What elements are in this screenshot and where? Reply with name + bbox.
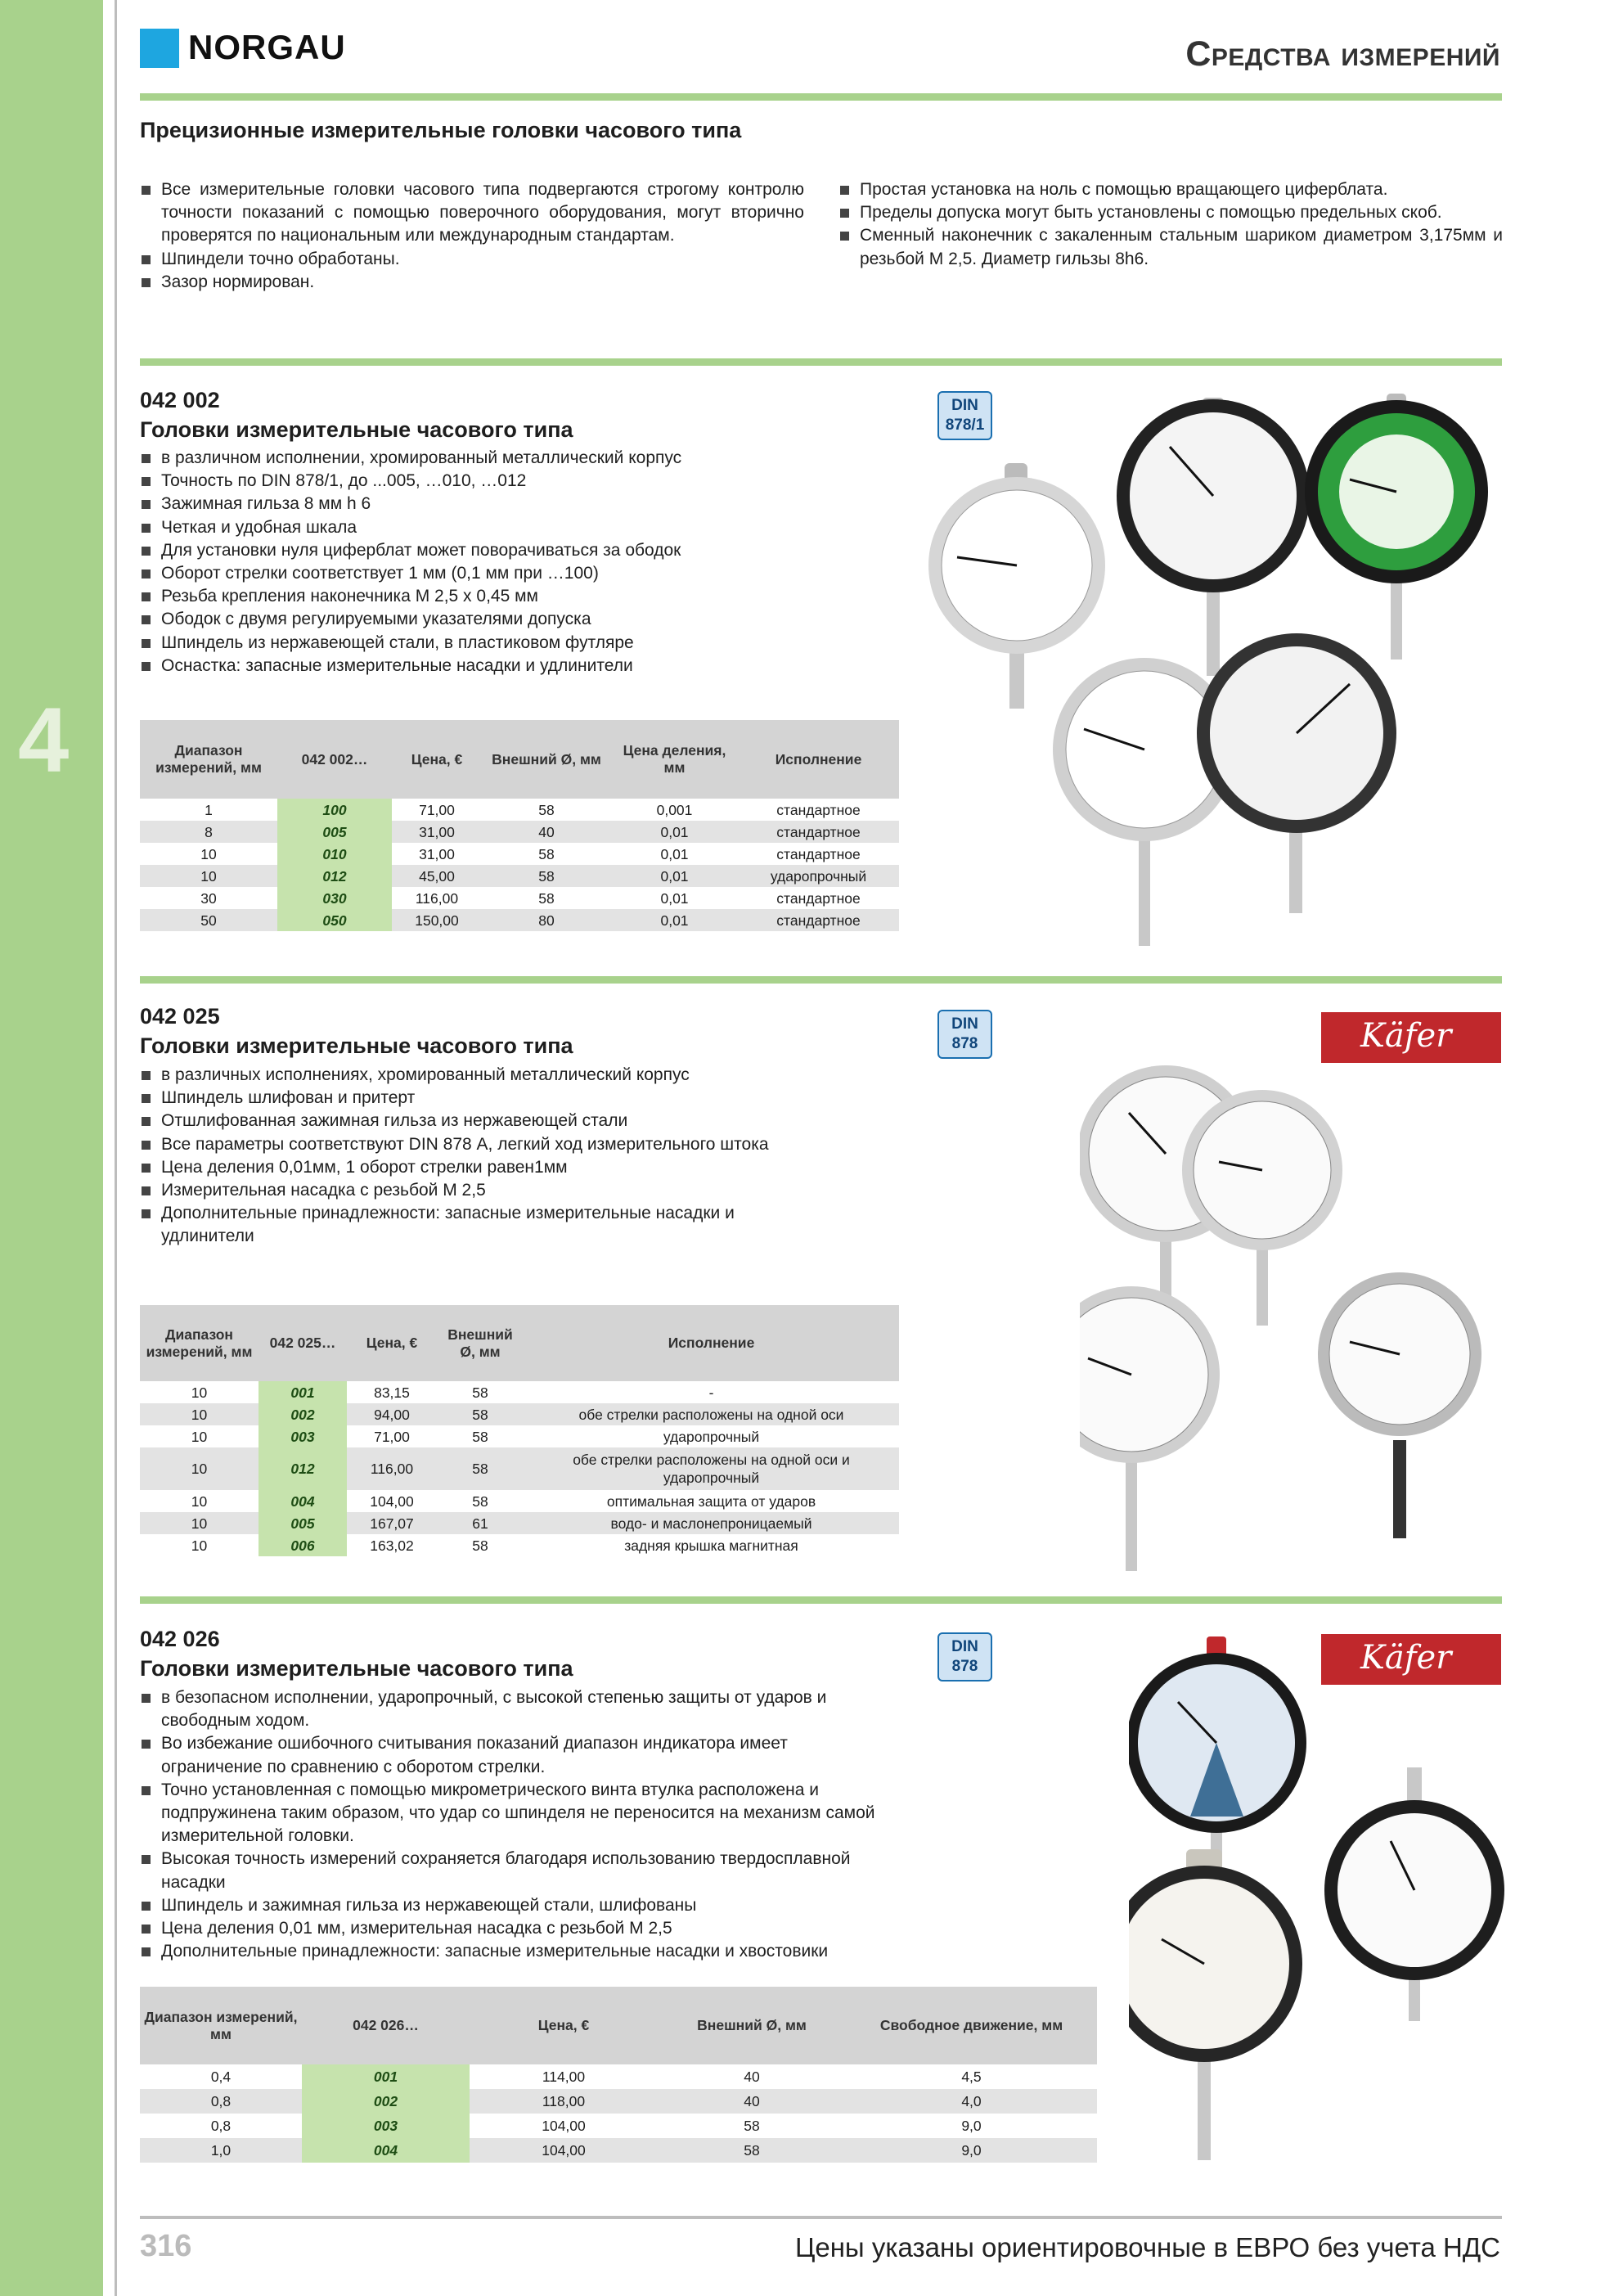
cell: 58	[437, 1447, 524, 1490]
din-number: 878/1	[945, 416, 985, 434]
brand-logo-icon	[140, 29, 179, 68]
din-number: 878	[951, 1658, 978, 1675]
list-item: Отшлифованная зажимная гильза из нержавеющей стали	[140, 1110, 819, 1132]
cell: 58	[744, 2118, 760, 2134]
sidebar-divider	[115, 0, 117, 2296]
table-row	[140, 887, 899, 909]
table-row	[140, 909, 899, 931]
table-row	[140, 821, 899, 843]
cell: 50	[140, 909, 277, 931]
list-item: Цена деления 0,01мм, 1 оборот стрелки равен1мм	[140, 1156, 819, 1179]
product-features	[140, 1686, 884, 1963]
table-row	[140, 2064, 1097, 2089]
section-title: Средства измерений	[1185, 34, 1500, 74]
din-label: DIN	[951, 1015, 978, 1033]
cell: стандартное	[738, 821, 899, 843]
cell: стандартное	[776, 889, 861, 907]
list-item: Простая установка на ноль с помощью вращающего циферблата.	[838, 178, 1503, 201]
column-header: 042 026…	[302, 1987, 470, 2064]
product-code: 042 025	[140, 1004, 220, 1029]
article-cell: 001	[259, 1381, 347, 1403]
cell: стандартное	[776, 845, 861, 862]
table-row	[140, 2114, 1097, 2138]
dial-gauges-image	[924, 389, 1505, 970]
article-cell: 004	[259, 1490, 347, 1512]
cell: 58	[437, 1403, 524, 1425]
cell: 71,00	[419, 801, 455, 818]
cell: 83,15	[374, 1384, 410, 1401]
article-cell: 002	[302, 2089, 470, 2114]
product-title: Головки измерительные часового типа	[140, 417, 573, 442]
column-header: Исполнение	[738, 720, 899, 799]
cell: 45,00	[392, 865, 482, 887]
column-header: Внешний Ø, мм	[482, 720, 611, 799]
cell: 31,00	[419, 845, 455, 862]
cell: обе стрелки расположены на одной оси	[524, 1403, 899, 1425]
din-label: DIN	[951, 1638, 978, 1655]
product-features	[140, 447, 876, 678]
cell: 0,01	[611, 909, 738, 931]
cell: 0,8	[140, 2089, 302, 2114]
product-table	[140, 720, 899, 931]
cell: 118,00	[470, 2089, 658, 2114]
table-row	[140, 1447, 899, 1490]
list-item: в безопасном исполнении, ударопрочный, с высокой степенью защиты от ударов и свободным ходом.	[140, 1686, 884, 1732]
article-cell: 003	[302, 2114, 470, 2138]
column-header: Свободное движение, мм	[846, 1987, 1097, 2064]
list-item: в различном исполнении, хромированный металлический корпус	[140, 447, 876, 470]
list-item: Сменный наконечник с закаленным стальным шариком диаметром 3,175мм и резьбой М 2,5. Диаметр гильзы 8h6.	[838, 224, 1503, 270]
cell: 1	[205, 801, 213, 818]
list-item: Шпиндели точно обработаны.	[140, 248, 804, 271]
table-row	[140, 2138, 1097, 2163]
cell: 10	[200, 845, 217, 862]
cell: обе стрелки расположены на одной оси и ударопрочный	[524, 1447, 899, 1490]
article-cell: 001	[302, 2064, 470, 2089]
cell: 114,00	[542, 2069, 586, 2085]
cell: 0,01	[660, 889, 689, 907]
intro-left-list	[140, 178, 804, 294]
column-header: Диапазон измерений, мм	[140, 1987, 302, 2064]
article-cell: 005	[259, 1512, 347, 1534]
footer-rule	[140, 2216, 1502, 2219]
cell: -	[708, 1384, 714, 1401]
cell: 31,00	[392, 821, 482, 843]
list-item: Ободок с двумя регулируемыми указателями допуска	[140, 608, 876, 631]
list-item: Во избежание ошибочного считывания показаний диапазон индикатора имеет ограничение по сравнению с оборотом стрелки.	[140, 1732, 884, 1778]
cell: 150,00	[392, 909, 482, 931]
table-row	[140, 1534, 899, 1556]
din-badge	[937, 1632, 992, 1681]
article-cell: 030	[277, 887, 392, 909]
kafer-gauges-image	[1080, 1064, 1505, 1587]
kafer-logo	[1321, 1012, 1501, 1063]
cell: 0,001	[656, 801, 693, 818]
column-header: Внешний Ø, мм	[437, 1305, 524, 1381]
list-item: Дополнительные принадлежности: запасные измерительные насадки и удлинители	[140, 1202, 819, 1248]
sidebar	[0, 0, 103, 2296]
cell: 58	[472, 1537, 488, 1554]
din-label: DIN	[951, 397, 978, 414]
list-item: Высокая точность измерений сохраняется благодаря использованию твердосплавной насадки	[140, 1848, 884, 1893]
cell: 8	[140, 821, 277, 843]
cell: 40	[482, 821, 611, 843]
list-item: в различных исполнениях, хромированный металлический корпус	[140, 1064, 819, 1087]
cell: 10	[140, 1447, 259, 1490]
list-item: Шпиндель шлифован и притерт	[140, 1087, 819, 1110]
cell: 10	[140, 865, 277, 887]
cell: 0,8	[210, 2118, 232, 2134]
cell: 58	[472, 1428, 488, 1445]
cell: 58	[538, 845, 555, 862]
cell: 30	[200, 889, 217, 907]
product-table	[140, 1305, 899, 1556]
footer-note: Цены указаны ориентировочные в ЕВРО без учета НДС	[794, 2232, 1500, 2262]
header-rule	[140, 93, 1502, 101]
intro-right-list	[838, 178, 1503, 271]
cell: водо- и маслонепроницаемый	[524, 1512, 899, 1534]
cell: 0,01	[611, 821, 738, 843]
article-cell: 050	[277, 909, 392, 931]
cell: 163,02	[370, 1537, 414, 1554]
list-item: Оснастка: запасные измерительные насадки и удлинители	[140, 655, 876, 678]
article-cell: 012	[259, 1447, 347, 1490]
chapter-number: 4	[18, 689, 70, 791]
list-item: Шпиндель из нержавеющей стали, в пластиковом футляре	[140, 632, 876, 655]
table-row	[140, 843, 899, 865]
table-row	[140, 799, 899, 821]
list-item: Шпиндель и зажимная гильза из нержавеющей стали, шлифованы	[140, 1894, 884, 1917]
cell: 167,07	[347, 1512, 437, 1534]
cell: 10	[140, 1512, 259, 1534]
brand-name: NORGAU	[188, 28, 346, 66]
list-item: Резьба крепления наконечника М 2,5 x 0,45 мм	[140, 585, 876, 608]
column-header: 042 025…	[259, 1305, 347, 1381]
table-row	[140, 1490, 899, 1512]
list-item: Все параметры соответствуют DIN 878 А, легкий ход измерительного штока	[140, 1133, 819, 1156]
cell: 10	[191, 1384, 208, 1401]
cell: 1,0	[140, 2138, 302, 2163]
cell: 10	[191, 1428, 208, 1445]
din-number: 878	[951, 1035, 978, 1052]
cell: 9,0	[961, 2118, 982, 2134]
cell: 0,01	[611, 865, 738, 887]
table-row	[140, 1425, 899, 1447]
dial-gauge-icon	[1318, 1272, 1481, 1538]
section-rule	[140, 976, 1502, 984]
column-header: Диапазон измерений, мм	[140, 1305, 259, 1381]
column-header: Цена, €	[347, 1305, 437, 1381]
cell: 116,00	[347, 1447, 437, 1490]
list-item: Дополнительные принадлежности: запасные измерительные насадки и хвостовики	[140, 1940, 884, 1963]
cell: 4,0	[846, 2089, 1097, 2114]
article-cell: 002	[259, 1403, 347, 1425]
list-item: Измерительная насадка с резьбой М 2,5	[140, 1179, 819, 1202]
cell: 10	[191, 1492, 208, 1510]
column-header: Цена, €	[470, 1987, 658, 2064]
article-cell: 004	[302, 2138, 470, 2163]
cell: 0,4	[210, 2069, 232, 2085]
cell: 104,00	[542, 2118, 586, 2134]
cell: 58	[482, 865, 611, 887]
cell: 0,01	[660, 845, 689, 862]
column-header: Цена, €	[392, 720, 482, 799]
cell: 58	[472, 1384, 488, 1401]
list-item: Точность по DIN 878/1, до ...005, …010, …012	[140, 470, 876, 493]
cell: ударопрочный	[663, 1428, 760, 1445]
column-header: 042 002…	[277, 720, 392, 799]
dial-gauge-icon	[1324, 1767, 1504, 2021]
table-row	[140, 1381, 899, 1403]
article-cell: 010	[277, 843, 392, 865]
cell: 58	[472, 1492, 488, 1510]
table-row	[140, 2089, 1097, 2114]
cell: 104,00	[470, 2138, 658, 2163]
cell: 40	[658, 2089, 846, 2114]
product-features	[140, 1064, 819, 1249]
column-header: Диапазон измерений, мм	[140, 720, 277, 799]
cell: 10	[140, 1403, 259, 1425]
list-item: Все измерительные головки часового типа подвергаются строгому контролю точности показаний с помощью поверочного оборудования, могут вторично проверятся по национальным или международным стандартам.	[140, 178, 804, 248]
dial-gauge-icon	[1117, 398, 1310, 676]
list-item: Цена деления 0,01 мм, измерительная насадка с резьбой М 2,5	[140, 1917, 884, 1940]
table-row	[140, 865, 899, 887]
product-title: Головки измерительные часового типа	[140, 1033, 573, 1058]
column-header: Исполнение	[524, 1305, 899, 1381]
article-cell: 100	[277, 799, 392, 821]
cell: 58	[658, 2138, 846, 2163]
cell: 40	[744, 2069, 760, 2085]
article-cell: 012	[277, 865, 392, 887]
cell: 9,0	[846, 2138, 1097, 2163]
cell: 80	[482, 909, 611, 931]
cell: 4,5	[961, 2069, 982, 2085]
dial-gauge-icon	[1182, 1090, 1342, 1326]
list-item: Четкая и удобная шкала	[140, 516, 876, 539]
cell: 94,00	[347, 1403, 437, 1425]
table-row	[140, 1512, 899, 1534]
product-code: 042 026	[140, 1627, 220, 1651]
safety-gauges-image	[1129, 1636, 1505, 2193]
list-item: Точно установленная с помощью микрометрического винта втулка расположена и подпружинена таким образом, что удар со шпинделя не переносится на механизм самой измерительной головки.	[140, 1779, 884, 1848]
dial-gauge-icon	[1197, 633, 1396, 913]
cell: стандартное	[776, 801, 861, 818]
page-number: 316	[140, 2229, 192, 2263]
dial-gauge-icon	[1305, 394, 1488, 660]
dial-gauge-icon	[928, 463, 1105, 709]
dial-gauge-icon	[1080, 1286, 1220, 1571]
section-rule	[140, 1596, 1502, 1604]
cell: 71,00	[374, 1428, 410, 1445]
cell: оптимальная защита от ударов	[606, 1492, 816, 1510]
product-table	[140, 1987, 1097, 2163]
dial-gauge-icon	[1129, 1849, 1302, 2160]
table-row	[140, 1403, 899, 1425]
kafer-logo-text: Käfer	[1360, 1639, 1452, 1677]
cell: 61	[437, 1512, 524, 1534]
list-item: Для установки нуля циферблат может поворачиваться за ободок	[140, 539, 876, 562]
list-item: Зазор нормирован.	[140, 271, 804, 294]
cell: ударопрочный	[738, 865, 899, 887]
cell: 58	[538, 801, 555, 818]
article-cell: 005	[277, 821, 392, 843]
din-badge	[937, 1010, 992, 1059]
section-rule	[140, 358, 1502, 366]
column-header: Внешний Ø, мм	[658, 1987, 846, 2064]
cell: стандартное	[738, 909, 899, 931]
product-title: Головки измерительные часового типа	[140, 1656, 573, 1681]
list-item: Пределы допуска могут быть установлены с помощью предельных скоб.	[838, 201, 1503, 224]
cell: задняя крышка магнитная	[624, 1537, 798, 1554]
list-item: Оборот стрелки соответствует 1 мм (0,1 мм при …100)	[140, 562, 876, 585]
cell: 104,00	[370, 1492, 414, 1510]
intro-title: Прецизионные измерительные головки часового типа	[140, 118, 742, 142]
cell: 116,00	[415, 889, 459, 907]
article-cell: 006	[259, 1534, 347, 1556]
product-code: 042 002	[140, 388, 220, 412]
article-cell: 003	[259, 1425, 347, 1447]
list-item: Зажимная гильза 8 мм h 6	[140, 493, 876, 515]
cell: 58	[538, 889, 555, 907]
column-header: Цена деления, мм	[611, 720, 738, 799]
cell: 10	[191, 1537, 208, 1554]
kafer-logo-text: Käfer	[1360, 1017, 1452, 1055]
